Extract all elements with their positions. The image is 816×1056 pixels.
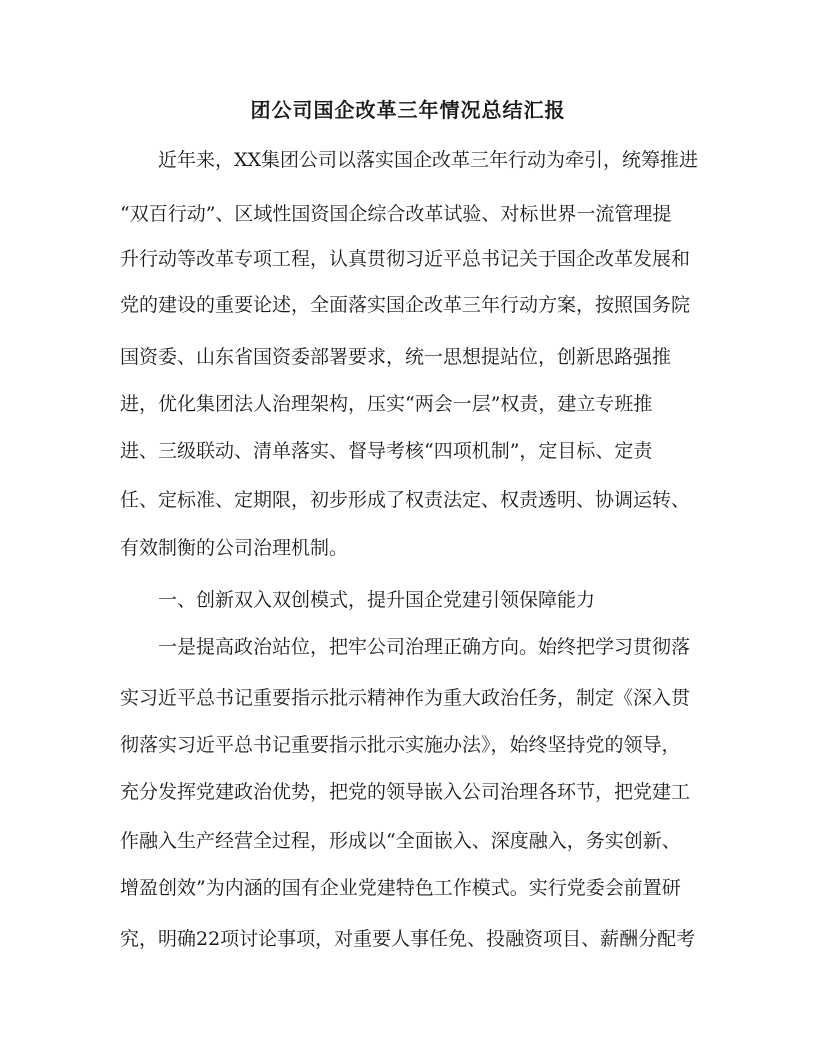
paragraph-line: 作融入生产经营全过程，形成以“全面嵌入、深度融入，务实创新、 (120, 830, 681, 852)
paragraph-line: 充分发挥党建政治优势，把党的领导嵌入公司治理各环节，把党建工 (120, 781, 691, 803)
paragraph-line: 一是提高政治站位，把牢公司治理正确方向。始终把学习贯彻落 (158, 636, 691, 658)
paragraph-line: 究，明确22项讨论事项，对重要人事任免、投融资项目、薪酬分配考 (120, 928, 696, 950)
paragraph-line: 任、定标准、定期限，初步形成了权责法定、权责透明、协调运转、 (120, 489, 691, 511)
paragraph-line: 进、三级联动、清单落实、督导考核“四项机制”，定目标、定责 (120, 440, 653, 462)
paragraph-line: 党的建设的重要论述，全面落实国企改革三年行动方案，按照国务院 (120, 294, 691, 316)
paragraph-line: 彻落实习近平总书记重要指示批示实施办法》，始终坚持党的领导， (120, 734, 681, 756)
paragraph-line: 实习近平总书记重要指示批示精神作为重大政治任务，制定《深入贯 (120, 687, 691, 709)
paragraph-line: “双百行动”、区域性国资国企综合改革试验、对标世界一流管理提 (120, 203, 672, 225)
paragraph-line: 增盈创效”为内涵的国有企业党建特色工作模式。实行党委会前置研 (120, 877, 681, 899)
paragraph-line: 国资委、山东省国资委部署要求，统一思想提站位，创新思路强推 (120, 346, 672, 368)
section-heading: 一、创新双入双创模式，提升国企党建引领保障能力 (158, 589, 596, 611)
paragraph-line: 进，优化集团法人治理架构，压实“两会一层”权责，建立专班推 (120, 393, 653, 415)
paragraph-line: 有效制衡的公司治理机制。 (120, 537, 349, 559)
paragraph-line: 升行动等改革专项工程，认真贯彻习近平总书记关于国企改革发展和 (120, 248, 691, 270)
paragraph-line: 近年来，XX集团公司以落实国企改革三年行动为牵引，统筹推进 (158, 149, 699, 171)
document-title: 团公司国企改革三年情况总结汇报 (250, 98, 566, 122)
